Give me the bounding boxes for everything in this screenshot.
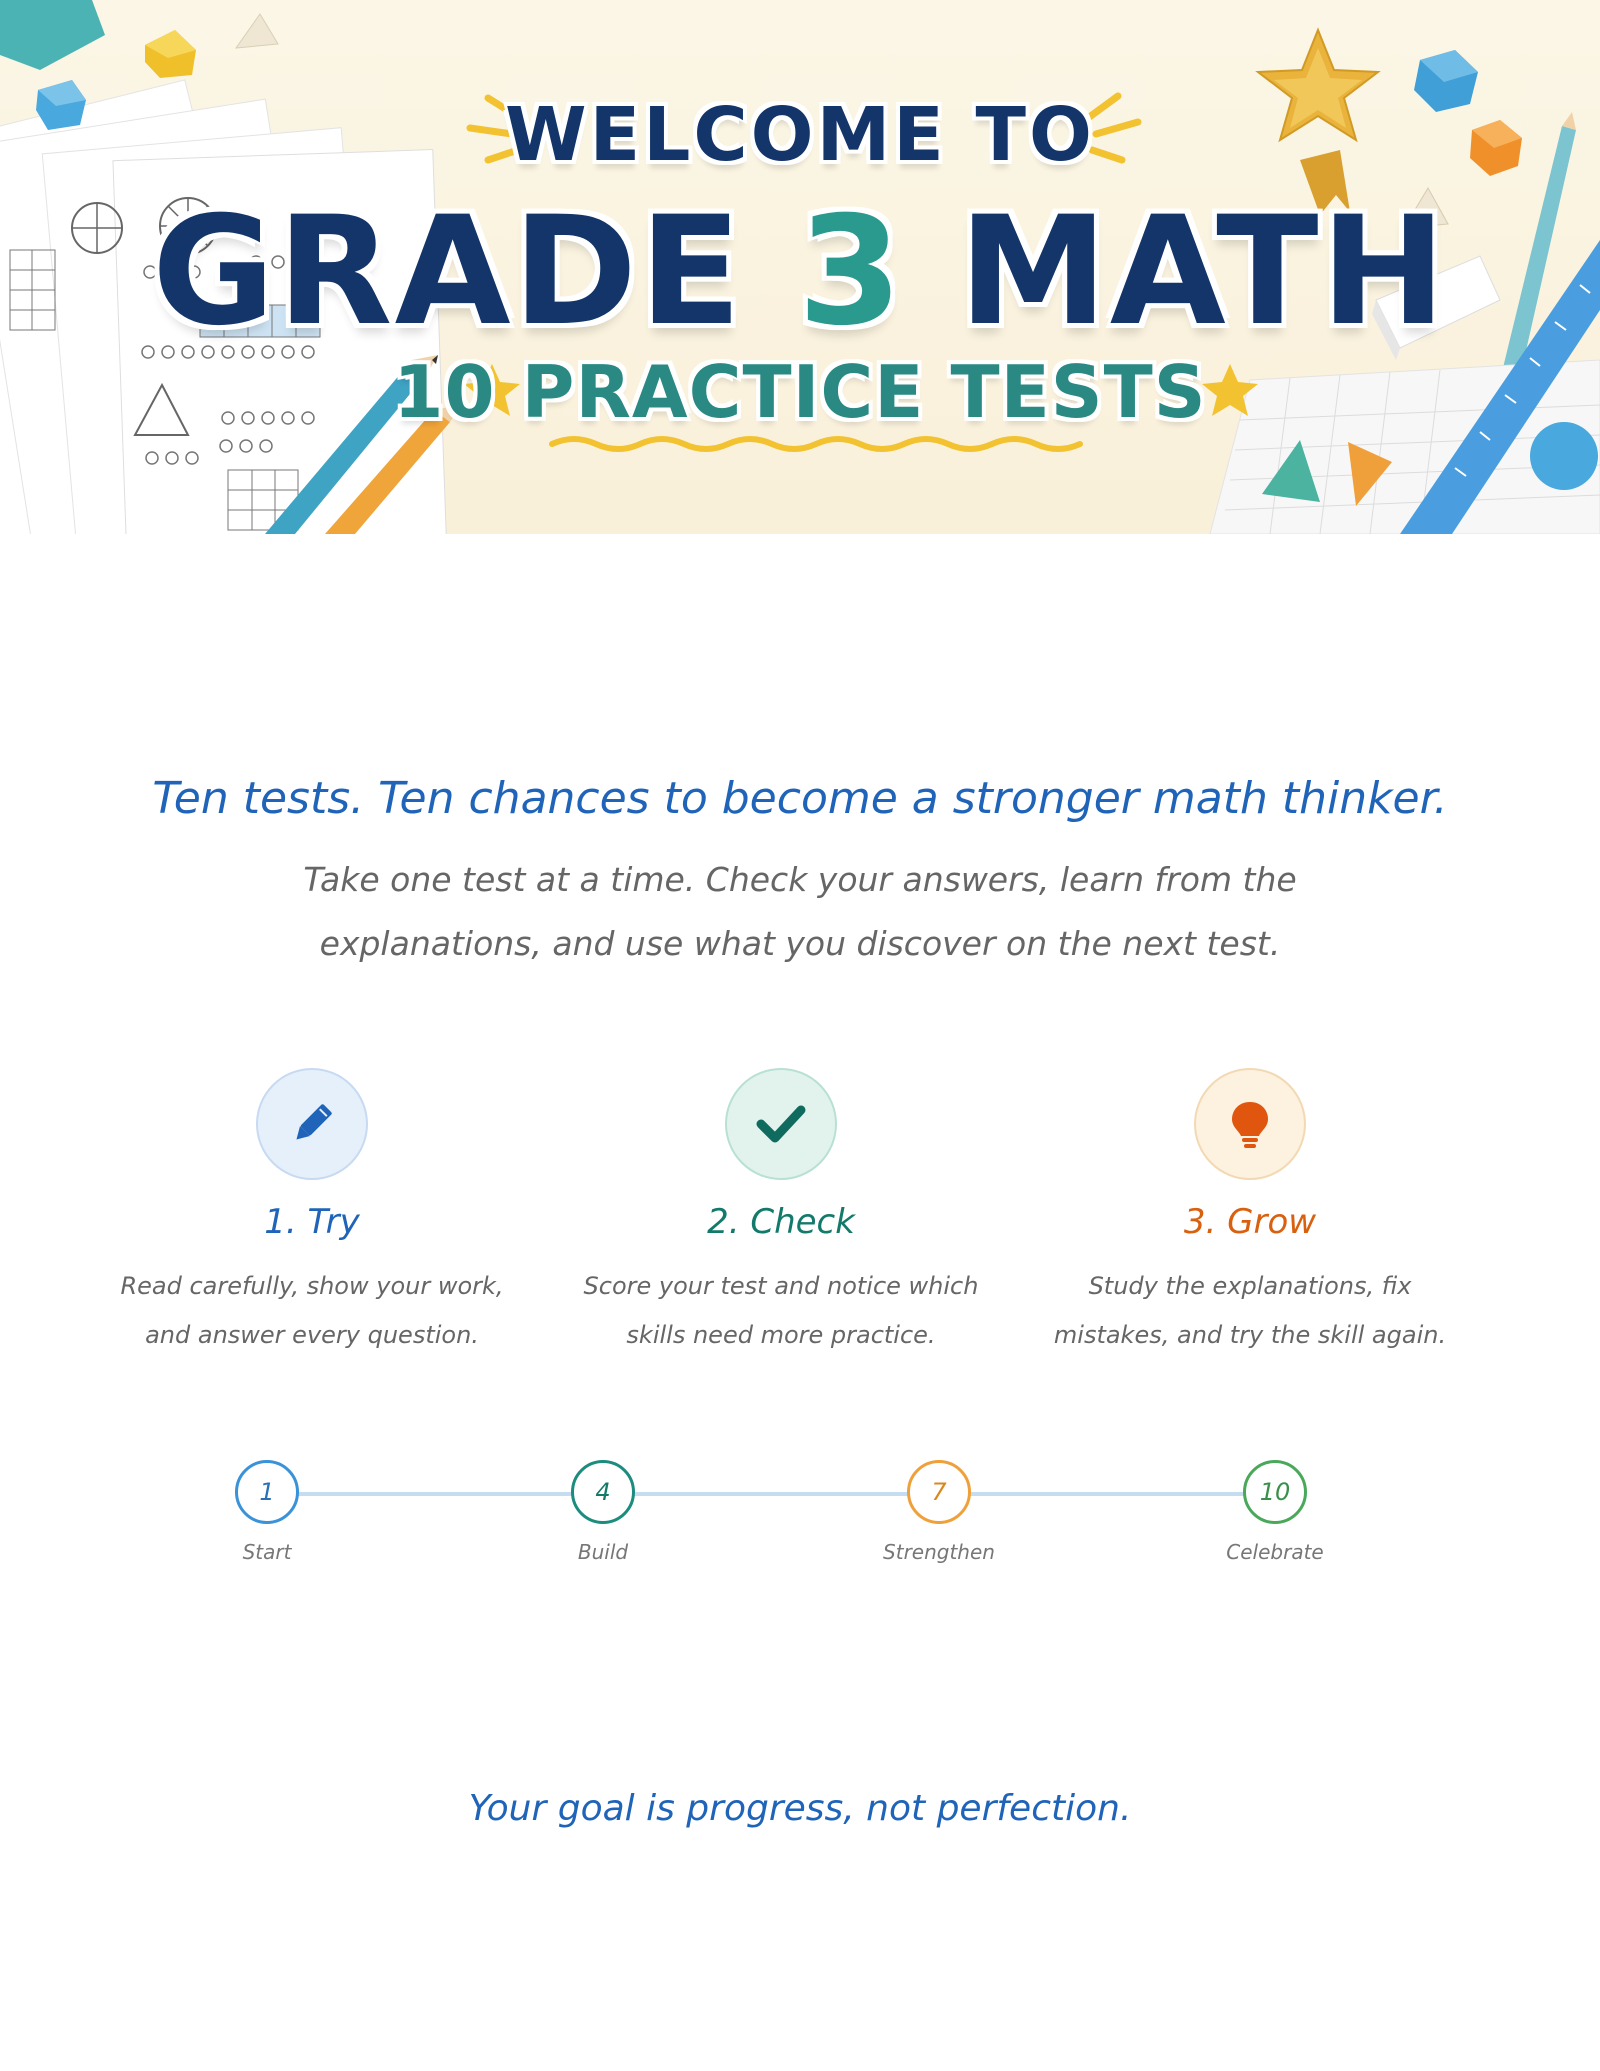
- progress-label: Strengthen: [883, 1540, 995, 1564]
- step-description-line: skills need more practice.: [626, 1321, 936, 1349]
- progress-node-strengthen: 7: [907, 1460, 971, 1524]
- lightbulb-icon: [1224, 1098, 1276, 1150]
- progress-label: Celebrate: [1226, 1540, 1324, 1564]
- progress-label: Start: [242, 1540, 292, 1564]
- progress-node-start: 1: [235, 1460, 299, 1524]
- step-grow: [1030, 1068, 1470, 1360]
- step-title: 1. Try: [264, 1202, 360, 1242]
- wavy-underline: [552, 439, 1080, 449]
- progress-node-build: 4: [571, 1460, 635, 1524]
- step-title: 2. Check: [707, 1202, 855, 1242]
- step-description-line: Read carefully, show your work,: [120, 1272, 504, 1300]
- step-description: [92, 1262, 532, 1360]
- step-try: [92, 1068, 532, 1360]
- step-description: [1030, 1262, 1470, 1360]
- step-icon-circle: [725, 1068, 837, 1180]
- step-description-line: and answer every question.: [145, 1321, 479, 1349]
- yellow-cube: [145, 30, 196, 78]
- step-title: 3. Grow: [1183, 1202, 1317, 1242]
- intro-paragraph: Take one test at a time. Check your answers, learn from the explanations, and use what you discover on the next test.: [303, 860, 1297, 963]
- step-description-line: mistakes, and try the skill again.: [1053, 1321, 1447, 1349]
- progress-track: [0, 1460, 1600, 1580]
- step-description-line: Study the explanations, fix: [1088, 1272, 1412, 1300]
- check-icon: [755, 1098, 807, 1150]
- grade-suffix: MATH: [904, 185, 1449, 359]
- progress-line: [267, 1492, 1275, 1496]
- grade-prefix: GRADE: [151, 185, 798, 359]
- teal-block: [0, 0, 105, 70]
- hero-practice-tests: 10 PRACTICE TESTS: [393, 350, 1207, 434]
- triangle-block: [236, 14, 278, 48]
- step-icon-circle: [1194, 1068, 1306, 1180]
- step-description: [561, 1262, 1001, 1360]
- hero-banner: [0, 0, 1600, 534]
- grade-number: 3: [797, 185, 905, 359]
- step-check: [561, 1068, 1001, 1360]
- hero-welcome: WELCOME TO: [505, 92, 1095, 178]
- progress-label: Build: [577, 1540, 629, 1564]
- goal-statement: Your goal is progress, not perfection.: [468, 1788, 1132, 1829]
- step-icon-circle: [256, 1068, 368, 1180]
- headline: Ten tests. Ten chances to become a stronger math thinker.: [152, 773, 1448, 824]
- step-description-line: Score your test and notice which: [583, 1272, 979, 1300]
- hero-grade-title: [0, 185, 1600, 359]
- progress-node-celebrate: 10: [1243, 1460, 1307, 1524]
- pencil-icon: [286, 1098, 338, 1150]
